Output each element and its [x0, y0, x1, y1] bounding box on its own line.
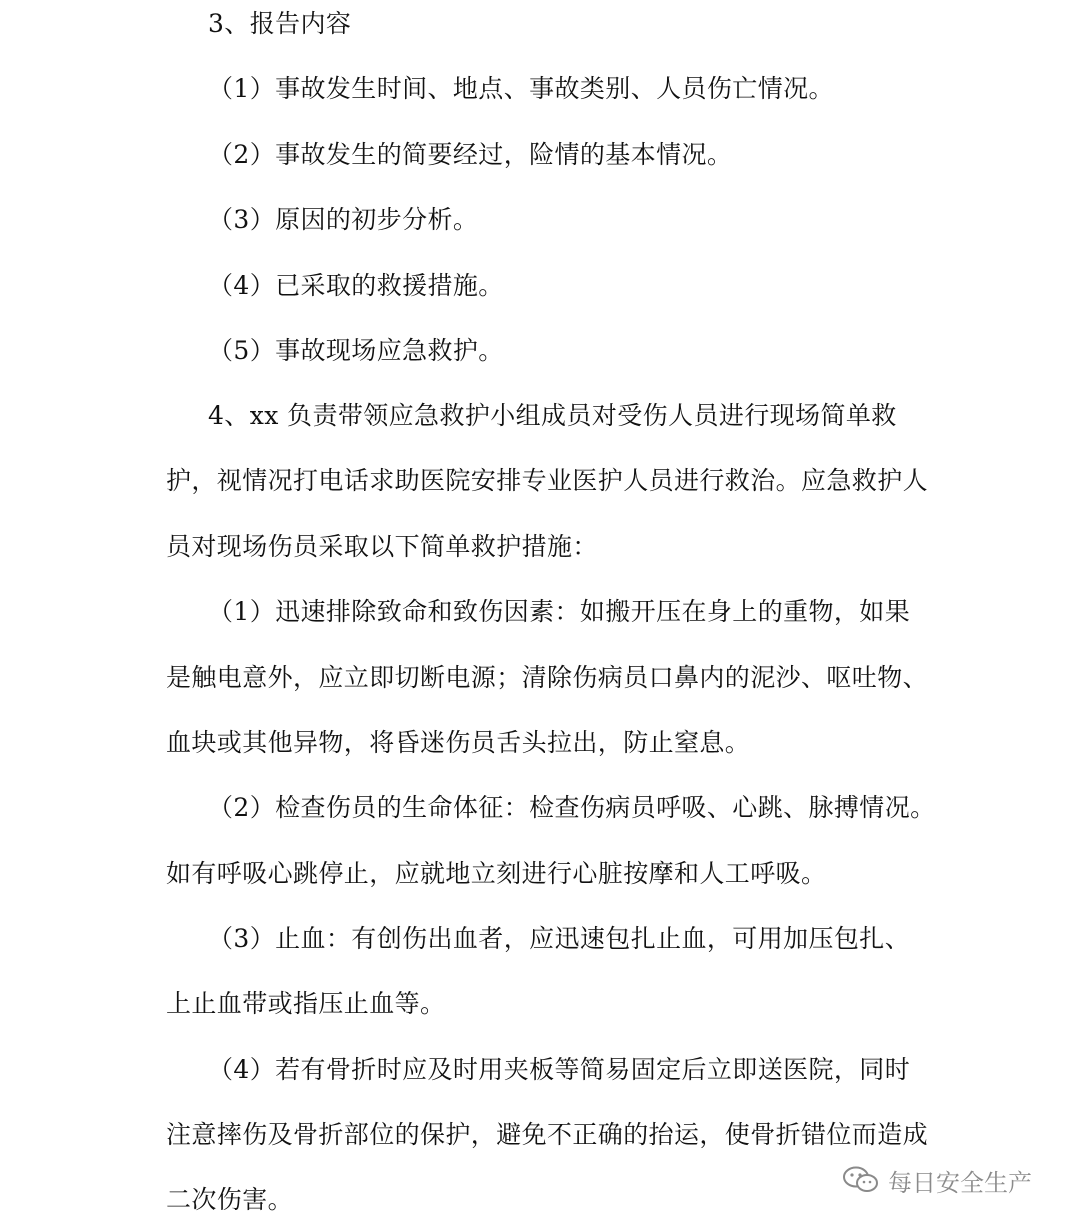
- paragraph-line: 注意摔伤及骨折部位的保护，避免不正确的抬运，使骨折错位而造成: [166, 1120, 929, 1149]
- report-item-5: （5）事故现场应急救护。: [208, 336, 504, 365]
- paragraph-line: 血块或其他异物，将昏迷伤员舌头拉出，防止窒息。: [166, 728, 751, 757]
- paragraph-line: （4）若有骨折时应及时用夹板等简易固定后立即送医院，同时: [208, 1055, 911, 1084]
- wechat-icon: [842, 1165, 880, 1195]
- paragraph-line: 上止血带或指压止血等。: [166, 989, 446, 1018]
- paragraph-line: （3）止血：有创伤出血者，应迅速包扎止血，可用加压包扎、: [208, 924, 911, 953]
- paragraph-line: 员对现场伤员采取以下简单救护措施：: [166, 532, 598, 561]
- watermark: [842, 1162, 1032, 1198]
- report-item-1: （1）事故发生时间、地点、事故类别、人员伤亡情况。: [208, 74, 834, 103]
- paragraph-line: 如有呼吸心跳停止，应就地立刻进行心脏按摩和人工呼吸。: [166, 859, 827, 888]
- section-heading: 3、报告内容: [208, 9, 352, 38]
- paragraph-line: （1）迅速排除致命和致伤因素：如搬开压在身上的重物，如果: [208, 597, 911, 626]
- paragraph-line: 是触电意外，应立即切断电源；清除伤病员口鼻内的泥沙、呕吐物、: [166, 663, 929, 692]
- paragraph-line: （2）检查伤员的生命体征：检查伤病员呼吸、心跳、脉搏情况。: [208, 793, 936, 822]
- watermark-text: 每日安全生产: [888, 1168, 1032, 1197]
- report-item-2: （2）事故发生的简要经过，险情的基本情况。: [208, 140, 733, 169]
- report-item-3: （3）原因的初步分析。: [208, 205, 479, 234]
- report-item-4: （4）已采取的救援措施。: [208, 271, 504, 300]
- paragraph-line: 4、xx 负责带领应急救护小组成员对受伤人员进行现场简单救: [208, 401, 897, 430]
- paragraph-line: 护，视情况打电话求助医院安排专业医护人员进行救治。应急救护人: [166, 466, 929, 495]
- paragraph-line: 二次伤害。: [166, 1185, 294, 1214]
